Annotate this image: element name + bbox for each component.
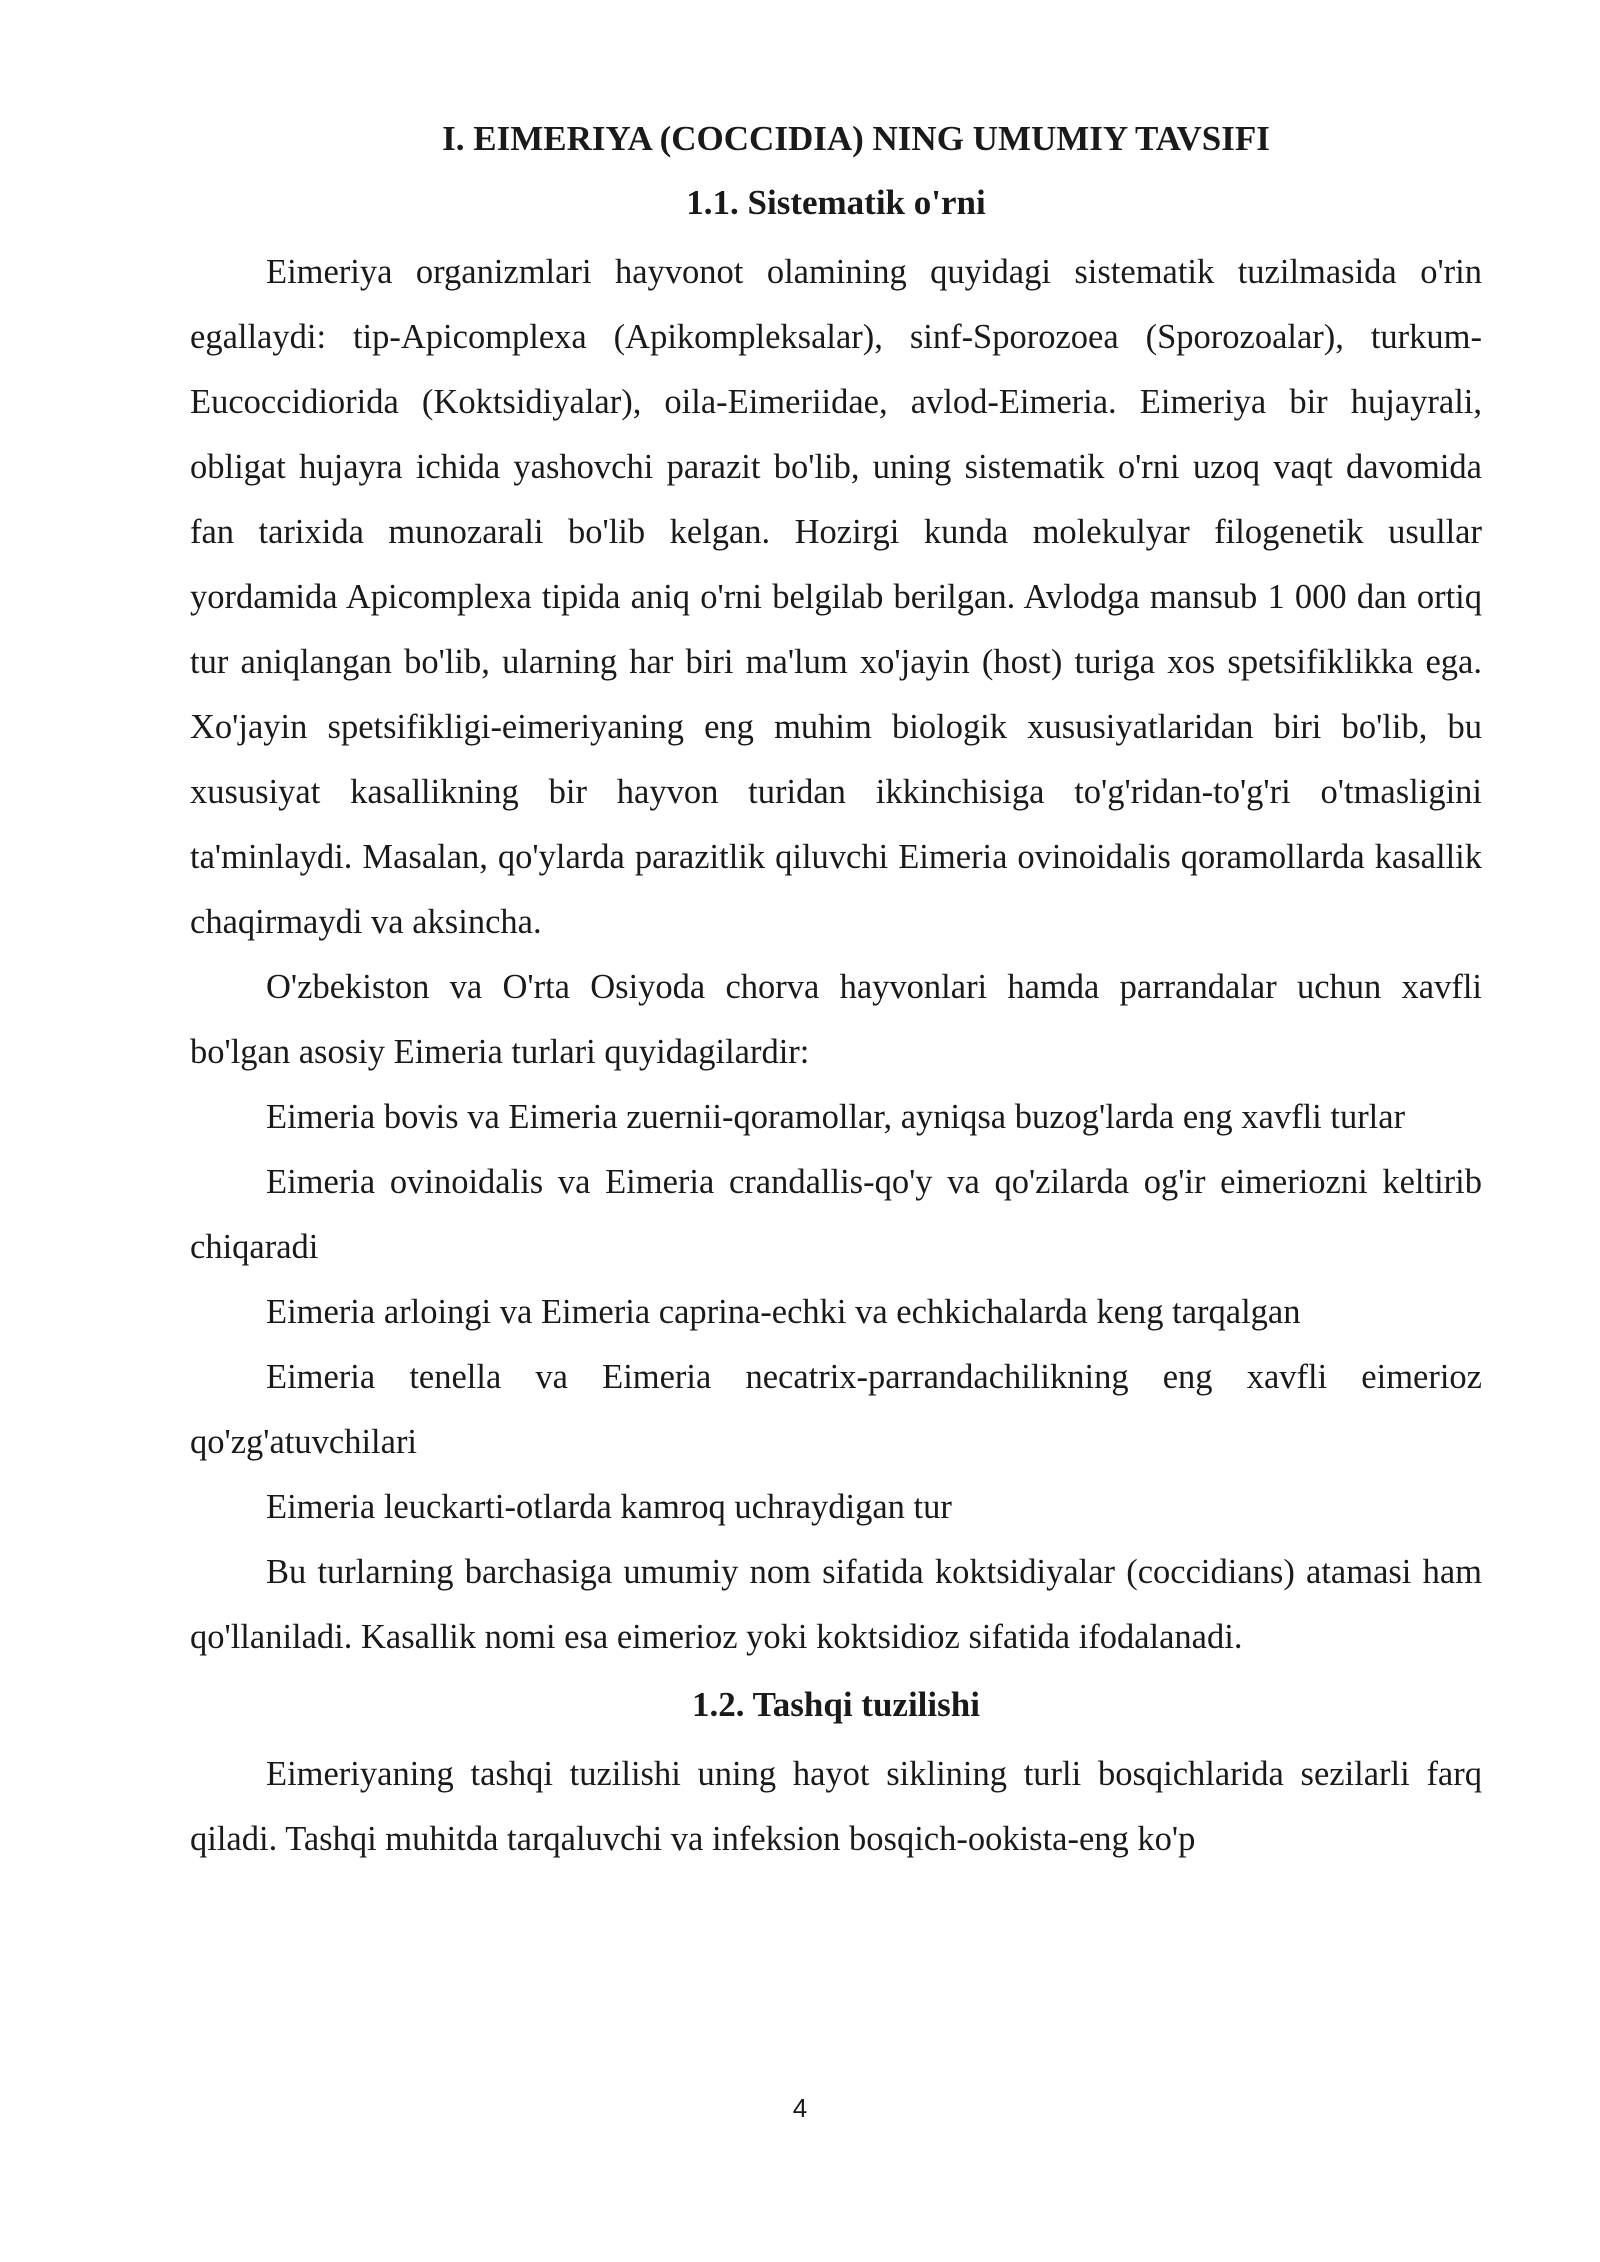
section-external-structure [190, 1678, 1482, 1872]
list-paragraph: Eimeria leuckarti-otlarda kamroq uchraydigan tur [266, 1488, 952, 1526]
list-paragraph: Eimeria bovis va Eimeria zuernii-qoramollar, ayniqsa buzog'larda eng xavfli turlar [266, 1098, 1406, 1136]
section-title: 1.1. Sistematik o'rni [686, 183, 986, 222]
list-paragraph: Eimeria arloingi va Eimeria caprina-echki va echkichalarda keng tarqalgan [266, 1293, 1301, 1331]
list-paragraph: Eimeria tenella va Eimeria necatrix-parrandachilikning eng xavfli eimerioz qo'zg'atuvchilari [190, 1358, 1482, 1461]
page-number: 4 [792, 2093, 808, 2123]
paragraph: Eimeriya organizmlari hayvonot olamining quyidagi sistematik tuzilmasida o'rin egallaydi: tip-Apicomplexa (Apikompleksalar), sinf-Sporozoea (Sporozoalar), turkum-Eucoccidiorida (Koktsidiyalar), oila-Eimeriidae, avlod-Eimeria. Eimeriya bir hujayrali, obligat hujayra ichida yashovchi parazit bo'lib, uning sistematik o'rni uzoq vaqt davomida fan tarixida munozarali bo'lib kelgan. Hozirgi kunda molekulyar filogenetik usullar yordamida Apicomplexa tipida aniq o'rni belgilab berilgan. Avlodga mansub 1 000 dan ortiq tur aniqlangan bo'lib, ularning har biri ma'lum xo'jayin (host) turiga xos spetsifiklikka ega. Xo'jayin spetsifikligi-eimeriyaning eng muhim biologik xususiyatlaridan biri bo'lib, bu xususiyat kasallikning bir hayvon turidan ikkinchisiga to'g'ridan-to'g'ri o'tmasligini ta'minlaydi. Masalan, qo'ylarda parazitlik qiluvchi Eimeria ovinoidalis qoramollarda kasallik chaqirmaydi va aksincha. [190, 253, 1482, 941]
list-paragraph: Eimeria ovinoidalis va Eimeria crandallis-qo'y va qo'zilarda og'ir eimeriozni keltirib chiqaradi [190, 1163, 1482, 1266]
section-title: 1.2. Tashqi tuzilishi [692, 1685, 980, 1724]
paragraph: Eimeriyaning tashqi tuzilishi uning hayot siklining turli bosqichlarida sezilarli farq qiladi. Tashqi muhitda tarqaluvchi va infeksion bosqich-ookista-eng ko'p [190, 1755, 1482, 1858]
paragraph: Bu turlarning barchasiga umumiy nom sifatida koktsidiyalar (coccidians) atamasi ham qo'llaniladi. Kasallik nomi esa eimerioz yoki koktsidioz sifatida ifodalanadi. [190, 1553, 1482, 1656]
document-page [190, 112, 1482, 1872]
paragraph: O'zbekiston va O'rta Osiyoda chorva hayvonlari hamda parrandalar uchun xavfli bo'lgan asosiy Eimeria turlari quyidagilardir: [190, 968, 1482, 1071]
chapter-title: I. EIMERIYA (COCCIDIA) NING UMUMIY TAVSIFI [442, 119, 1270, 158]
section-systematic-position [190, 176, 1482, 1670]
